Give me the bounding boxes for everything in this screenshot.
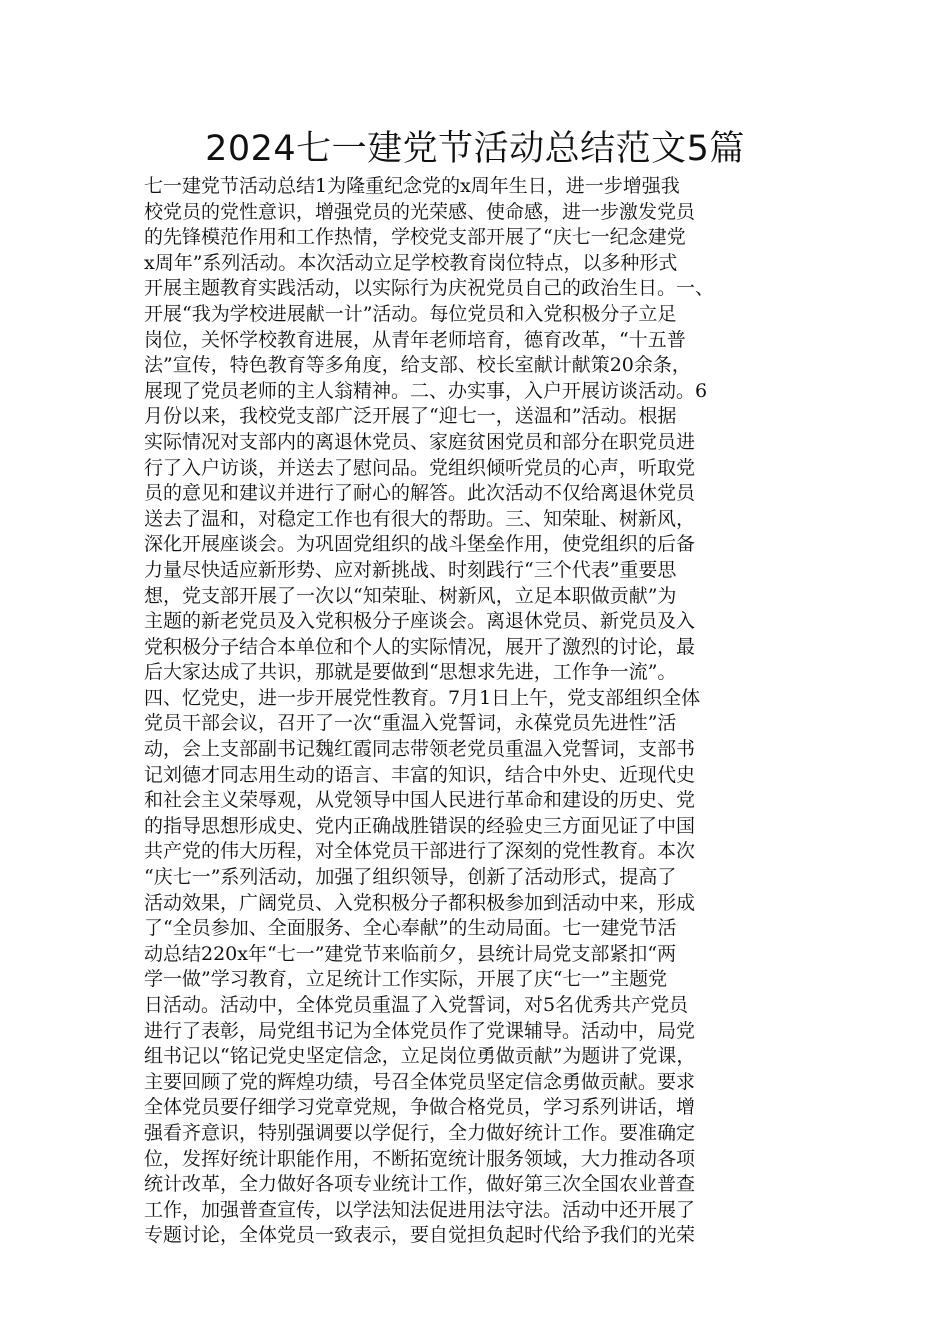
body-text-line: 的指导思想形成史、党内正确战胜错误的经验史三方面见证了中国: [144, 814, 696, 837]
body-text-line: 党员干部会议，召开了一次“重温入党誓词，永葆党员先进性”活: [144, 712, 677, 735]
body-text-line: 了“全员参加、全面服务、全心奉献”的生动局面。七一建党节活: [144, 917, 677, 940]
body-text-line: 全体党员要仔细学习党章党规，争做合格党员，学习系列讲话，增: [144, 1096, 696, 1119]
body-text-line: 展现了党员老师的主人翁精神。二、办实事，入户开展访谈活动。6: [144, 379, 708, 402]
body-text-line: 开展“我为学校进展献一计”活动。每位党员和入党积极分子立足: [144, 302, 677, 325]
body-text-line: 主要回顾了党的辉煌功绩，号召全体党员坚定信念勇做贡献。要求: [144, 1070, 696, 1093]
document-title: 2024七一建党节活动总结范文5篇: [205, 129, 745, 169]
body-text-line: 四、忆党史，进一步开展党性教育。7月1日上午，党支部组织全体: [144, 686, 701, 709]
body-text-line: 强看齐意识，特别强调要以学促行，全力做好统计工作。要准确定: [144, 1121, 696, 1144]
body-text-line: 记刘德才同志用生动的语言、丰富的知识，结合中外史、近现代史: [144, 763, 696, 786]
body-text-line: 和社会主义荣辱观，从党领导中国人民进行革命和建设的历史、党: [144, 789, 696, 812]
body-text-line: 工作，加强普查宣传，以学法知法促进用法守法。活动中还开展了: [144, 1198, 696, 1221]
body-text-line: x周年”系列活动。本次活动立足学校教育岗位特点，以多种形式: [144, 251, 678, 274]
body-text-line: 的先锋模范作用和工作热情，学校党支部开展了“庆七一纪念建党: [144, 226, 686, 249]
body-text-line: 共产党的伟大历程，对全体党员干部进行了深刻的党性教育。本次: [144, 840, 696, 863]
body-text-line: “庆七一”系列活动，加强了组织领导，创新了活动形式，提高了: [144, 866, 677, 889]
body-text-line: 活动效果，广阔党员、入党积极分子都积极参加到活动中来，形成: [144, 891, 696, 914]
body-text-line: 开展主题教育实践活动，以实际行为庆祝党员自己的政治生日。一、: [144, 277, 715, 300]
body-text-line: 岗位，关怀学校教育进展，从青年老师培育，德育改革，“十五普: [144, 328, 686, 351]
body-text-line: 校党员的党性意识，增强党员的光荣感、使命感，进一步激发党员: [144, 200, 696, 223]
body-text-line: 专题讨论，全体党员一致表示，要自觉担负起时代给予我们的光荣: [144, 1224, 696, 1247]
body-text-line: 行了入户访谈，并送去了慰问品。党组织倾听党员的心声，听取党: [144, 456, 696, 479]
body-text-line: 想，党支部开展了一次以“知荣耻、树新风，立足本职做贡献”为: [144, 584, 677, 607]
body-text-line: 法”宣传，特色教育等多角度，给支部、校长室献计献策20余条，: [144, 354, 691, 377]
body-text-line: 主题的新老党员及入党积极分子座谈会。离退休党员、新党员及入: [144, 610, 696, 633]
body-text-line: 统计改革，全力做好各项专业统计工作，做好第三次全国农业普查: [144, 1173, 696, 1196]
body-text-line: 动，会上支部副书记魏红霞同志带领老党员重温入党誓词，支部书: [144, 738, 696, 761]
body-text-line: 月份以来，我校党支部广泛开展了“迎七一，送温和”活动。根据: [144, 405, 677, 428]
body-text-line: 后大家达成了共识，那就是要做到“思想求先进，工作争一流”。: [144, 661, 677, 684]
body-text-line: 组书记以“铭记党史坚定信念，立足岗位勇做贡献”为题讲了党课，: [144, 1045, 696, 1068]
body-text-line: 实际情况对支部内的离退休党员、家庭贫困党员和部分在职党员进: [144, 430, 696, 453]
body-text-line: 员的意见和建议并进行了耐心的解答。此次活动不仅给离退休党员: [144, 482, 696, 505]
body-text-line: 日活动。活动中，全体党员重温了入党誓词，对5名优秀共产党员: [144, 994, 689, 1016]
body-text-line: 动总结220x年“七一”建党节来临前夕，县统计局党支部紧扣“两: [144, 942, 677, 965]
document-body: [144, 174, 824, 1249]
body-text-line: 送去了温和，对稳定工作也有很大的帮助。三、知荣耻、树新风，: [144, 507, 696, 530]
body-text-line: 力量尽快适应新形势、应对新挑战、时刻践行“三个代表”重要思: [144, 558, 677, 581]
body-text-line: 进行了表彰，局党组书记为全体党员作了党课辅导。活动中，局党: [144, 1019, 696, 1042]
body-text-line: 党积极分子结合本单位和个人的实际情况，展开了激烈的讨论，最: [144, 635, 696, 658]
body-text-line: 位，发挥好统计职能作用，不断拓宽统计服务领域，大力推动各项: [144, 1147, 696, 1170]
body-text-line: 七一建党节活动总结1为隆重纪念党的x周年生日，进一步增强我: [144, 175, 680, 197]
body-text-line: 深化开展座谈会。为巩固党组织的战斗堡垒作用，使党组织的后备: [144, 533, 696, 556]
body-text-line: 学一做”学习教育，立足统计工作实际，开展了庆“七一”主题党: [144, 968, 668, 991]
